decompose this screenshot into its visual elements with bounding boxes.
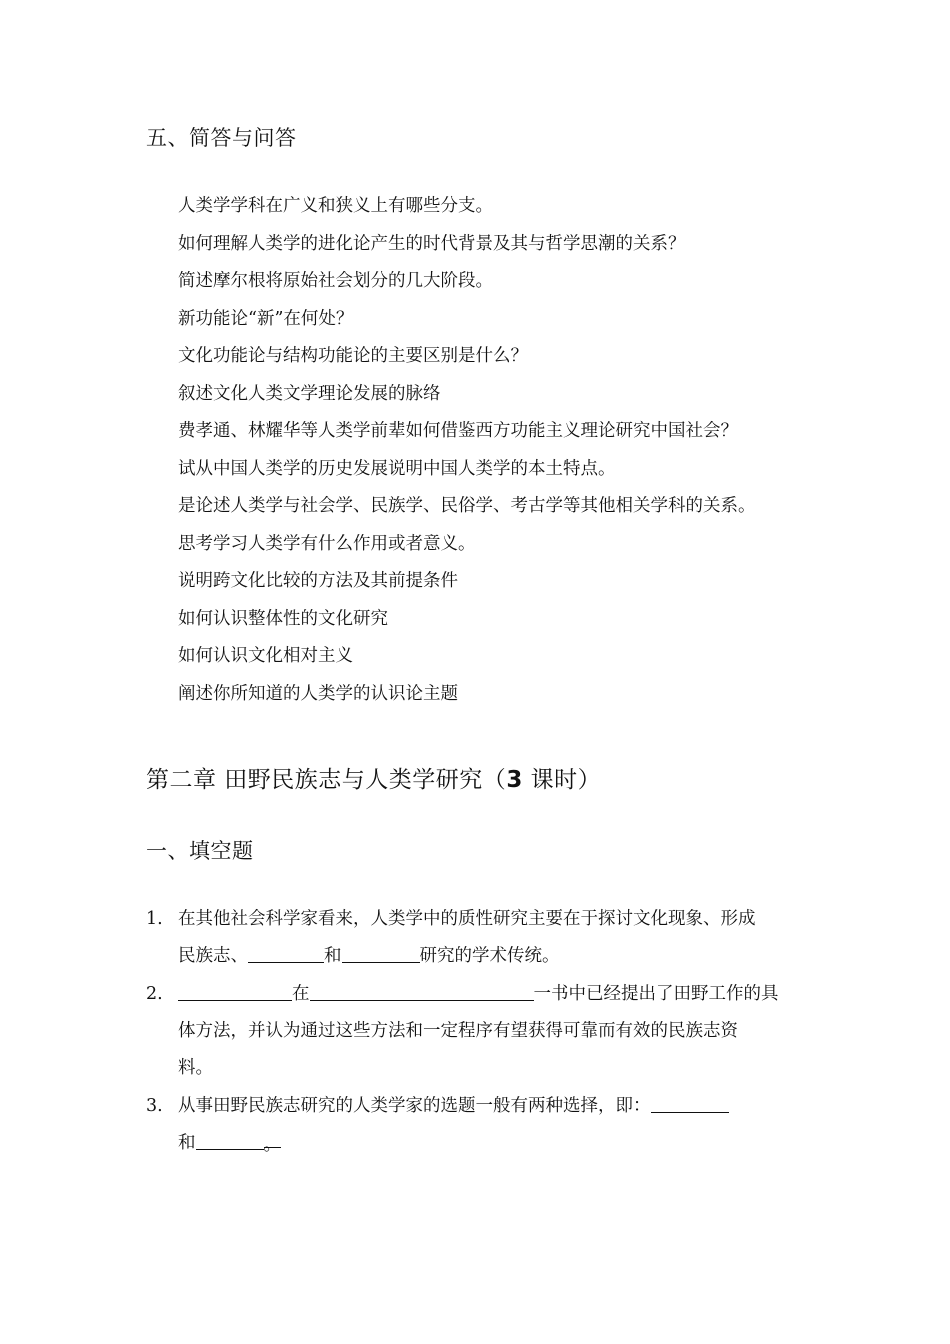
item-text: 研究的学术传统。 bbox=[419, 946, 560, 966]
answer-blank[interactable] bbox=[342, 942, 420, 963]
section-heading-fill-blank: 一、填空题 bbox=[146, 839, 254, 863]
period-with-underline: 。 bbox=[264, 1127, 282, 1148]
chapter-title bbox=[146, 761, 601, 794]
answer-blank[interactable] bbox=[248, 942, 324, 963]
item-text: 一书中已经提出了田野工作的具 bbox=[533, 984, 779, 1004]
chapter-title-number: 3 bbox=[506, 767, 523, 793]
item-text: 和 bbox=[178, 1133, 196, 1153]
section-heading-short-answer: 五、简答与问答 bbox=[146, 126, 297, 150]
item-line bbox=[178, 976, 779, 1013]
list-item: 说明跨文化比较的方法及其前提条件 bbox=[178, 571, 458, 591]
item-text: 从事田野民族志研究的人类学家的选题一般有两种选择，即： bbox=[178, 1096, 651, 1116]
item-line: 体方法，并认为通过这些方法和一定程序有望获得可靠而有效的民族志资 bbox=[178, 1021, 738, 1041]
item-number: 1. bbox=[146, 909, 163, 929]
list-item: 简述摩尔根将原始社会划分的几大阶段。 bbox=[178, 271, 493, 291]
list-item: 如何认识整体性的文化研究 bbox=[178, 608, 388, 629]
item-line bbox=[178, 1088, 729, 1125]
list-item: 如何认识文化相对主义 bbox=[178, 646, 353, 666]
item-line bbox=[178, 938, 560, 975]
chapter-title-prefix: 第二章 田野民族志与人类学研究（ bbox=[146, 767, 507, 793]
item-text: 和 bbox=[324, 946, 342, 966]
list-item: 思考学习人类学有什么作用或者意义。 bbox=[178, 533, 476, 554]
item-number: 2. bbox=[146, 984, 163, 1004]
list-item: 试从中国人类学的历史发展说明中国人类学的本土特点。 bbox=[178, 458, 616, 479]
list-item: 新功能论“新”在何处？ bbox=[178, 308, 354, 329]
list-item: 是论述人类学与社会学、民族学、民俗学、考古学等其他相关学科的关系。 bbox=[178, 496, 756, 516]
question-list bbox=[178, 192, 756, 717]
list-item: 费孝通、林耀华等人类学前辈如何借鉴西方功能主义理论研究中国社会？ bbox=[178, 421, 738, 441]
list-item: 文化功能论与结构功能论的主要区别是什么？ bbox=[178, 346, 528, 366]
chapter-title-suffix: 课时） bbox=[522, 767, 602, 793]
list-item: 叙述文化人类文学理论发展的脉络 bbox=[178, 383, 441, 404]
list-item: 人类学学科在广义和狭义上有哪些分支。 bbox=[178, 196, 493, 216]
answer-blank[interactable] bbox=[310, 980, 534, 1001]
answer-blank[interactable] bbox=[196, 1129, 264, 1150]
answer-blank[interactable] bbox=[178, 980, 292, 1001]
item-line: 在其他社会科学家看来，人类学中的质性研究主要在于探讨文化现象、形成 bbox=[178, 909, 756, 929]
list-item: 阐述你所知道的人类学的认识论主题 bbox=[178, 683, 458, 704]
item-line: 料。 bbox=[178, 1058, 213, 1078]
answer-blank[interactable] bbox=[651, 1092, 729, 1113]
item-text: 在 bbox=[292, 984, 310, 1004]
item-number: 3. bbox=[146, 1096, 163, 1116]
item-line bbox=[178, 1125, 281, 1162]
item-text: 民族志、 bbox=[178, 946, 248, 966]
list-item: 如何理解人类学的进化论产生的时代背景及其与哲学思潮的关系？ bbox=[178, 233, 686, 254]
